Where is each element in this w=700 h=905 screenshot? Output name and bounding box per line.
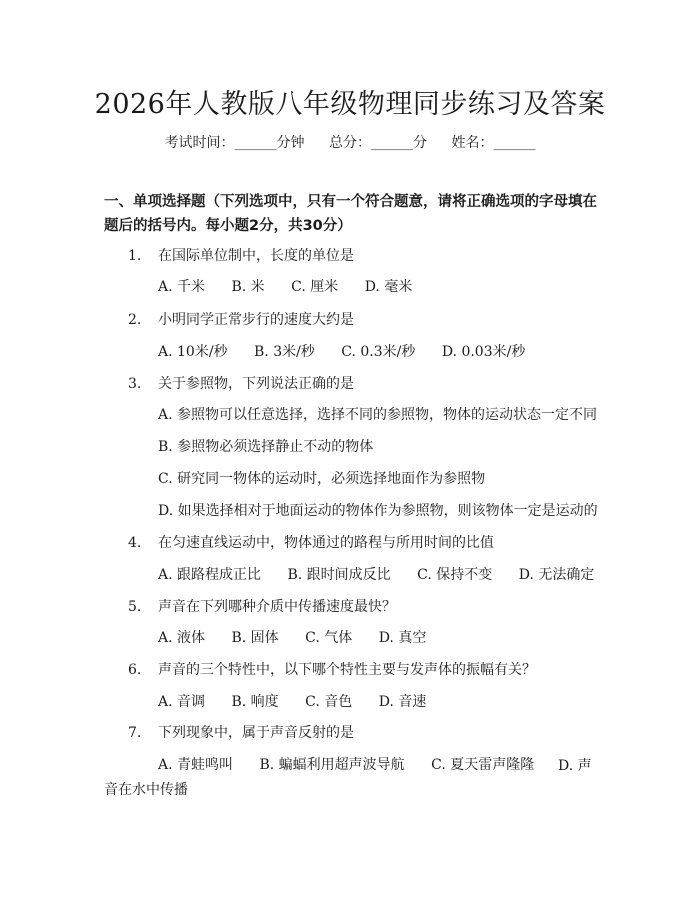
question-number: 5. [128, 599, 142, 615]
question-1 [128, 245, 354, 265]
question-text: 在匀速直线运动中，物体通过的路程与所用时间的比值 [158, 535, 494, 551]
option-b: B. 跟时间成反比 [287, 567, 391, 583]
question-text: 下列现象中，属于声音反射的是 [158, 725, 354, 741]
option-c: C. 保持不变 [417, 567, 493, 583]
option-a: A. 跟路程成正比 [158, 567, 262, 583]
question-3 [128, 373, 354, 393]
option-a: A. 液体 [158, 630, 206, 646]
option-c: C. 研究同一物体的运动时，必须选择地面作为参照物 [158, 471, 486, 487]
question-number: 2. [128, 312, 142, 328]
option-c: C. 厘米 [291, 279, 339, 295]
option-c: C. 音色 [305, 694, 353, 710]
option-b: B. 固体 [231, 630, 279, 646]
student-name: 姓名：______ [451, 135, 536, 151]
option-a: A. 青蛙鸣叫 [158, 757, 234, 773]
question-2 [128, 309, 354, 329]
question-6-options [158, 691, 448, 711]
question-2-options [158, 341, 547, 361]
question-text: 关于参照物，下列说法正确的是 [158, 376, 354, 392]
option-c: C. 0.3米/秒 [341, 344, 416, 360]
option-d: D. 毫米 [364, 279, 413, 295]
question-7 [128, 722, 354, 742]
option-d: D. 无法确定 [518, 567, 595, 583]
option-d: D. 音速 [378, 694, 427, 710]
question-text: 小明同学正常步行的速度大约是 [158, 312, 354, 328]
option-b: B. 3米/秒 [254, 344, 315, 360]
exam-meta [0, 132, 700, 152]
section-heading: 一、单项选择题（下列选项中，只有一个符合题意，请将正确选项的字母填在题后的括号内。每小题2分，共30分） [104, 194, 597, 234]
option-a: A. 千米 [158, 279, 206, 295]
question-text: 声音在下列哪种介质中传播速度最快？ [158, 599, 396, 615]
question-1-options [158, 276, 434, 296]
question-5-options [158, 627, 448, 647]
question-5 [128, 596, 396, 616]
question-number: 3. [128, 376, 142, 392]
question-text: 声音的三个特性中，以下哪个特性主要与发声体的振幅有关？ [158, 662, 536, 678]
option-a: A. 10米/秒 [158, 344, 228, 360]
exam-time: 考试时间：______分钟 [164, 135, 305, 151]
question-text: 在国际单位制中，长度的单位是 [158, 248, 354, 264]
option-b: B. 响度 [231, 694, 279, 710]
option-d: D. 声音在水中传播 [104, 758, 592, 798]
question-number: 1. [128, 248, 142, 264]
option-c: C. 气体 [305, 630, 353, 646]
option-d: D. 真空 [378, 630, 427, 646]
option-b: B. 蝙蝠利用超声波导航 [259, 757, 405, 773]
question-4-options [158, 564, 616, 584]
option-a: A. 参照物可以任意选择，选择不同的参照物，物体的运动状态一定不同 [158, 407, 598, 423]
question-number: 4. [128, 535, 142, 551]
question-4 [128, 532, 494, 552]
page-title: 2026年人教版八年级物理同步练习及答案 [94, 89, 606, 120]
question-number: 7. [128, 725, 142, 741]
option-d: D. 0.03米/秒 [441, 344, 526, 360]
option-a: A. 音调 [158, 694, 206, 710]
total-score: 总分：______分 [329, 135, 427, 151]
option-b: B. 参照物必须选择静止不动的物体 [158, 439, 374, 455]
option-b: B. 米 [231, 279, 265, 295]
question-number: 6. [128, 662, 142, 678]
question-6 [128, 659, 536, 679]
option-c: C. 夏天雷声隆隆 [431, 757, 535, 773]
option-d: D. 如果选择相对于地面运动的物体作为参照物，则该物体一定是运动的 [158, 503, 598, 519]
